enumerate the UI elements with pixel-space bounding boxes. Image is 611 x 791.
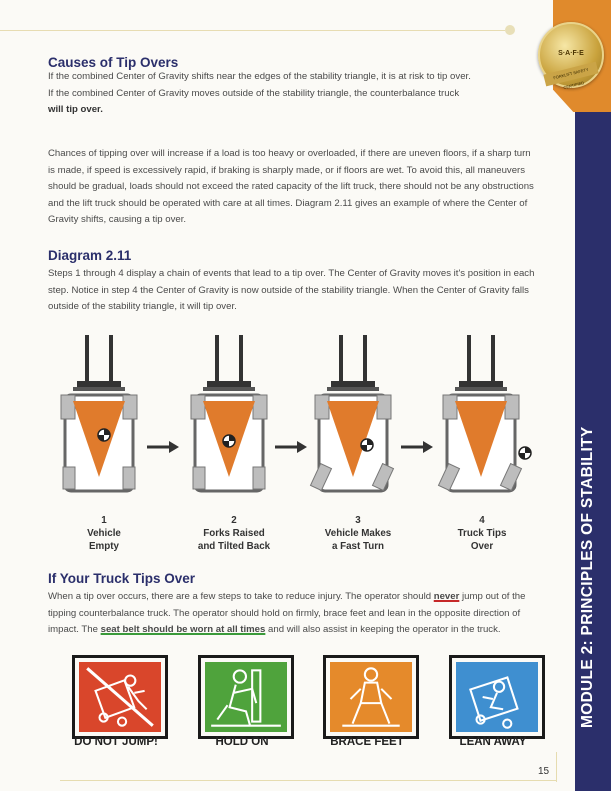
brace-feet-icon <box>330 662 412 732</box>
tips-over-paragraph: When a tip over occurs, there are a few steps to take to reduce injury. The operator should never jump out of the tipping counterbalance truck. The operator should hold on firmly, brace feet and lean in the opposite direction of impact. The seat belt should be worn at all times and will also assist in keeping the operator in the truck. <box>48 591 526 635</box>
diagram-paragraph: Steps 1 through 4 display a chain of events that lead to a tip over. The Center of Gravity moves it's position in each step. Notice in step 4 the Center of Gravity is now outside of the stability triangle. When the Center of Gravity falls outside of the stability triangle, it will tip over. <box>48 268 535 312</box>
arrow-1 <box>147 441 179 453</box>
sign-hold-on <box>198 655 294 739</box>
top-rule <box>0 30 505 31</box>
sign-label-hold-on: HOLD ON <box>215 736 269 748</box>
sign-label-brace-feet: BRACE FEET <box>330 736 404 748</box>
lean-away-icon <box>456 662 538 732</box>
module-sidebar <box>575 0 611 791</box>
bottom-rule <box>60 780 556 781</box>
page-number: 15 <box>538 766 550 777</box>
section-title-causes: Causes of Tip Overs <box>48 55 179 70</box>
seal-text: S·A·F·E <box>558 50 584 57</box>
sign-do-not-jump <box>72 655 168 739</box>
sign-lean-away <box>449 655 545 739</box>
step-label-4: 4 Truck Tips Over <box>457 515 507 552</box>
causes-line-3: will tip over. <box>48 104 103 115</box>
causes-line-2: If the combined Center of Gravity moves outside of the stability triangle, the counterbalance truck <box>48 87 460 99</box>
causes-paragraph-2: Chances of tipping over will increase if a load is too heavy or overloaded, if there are uneven floors, if a sharp turn is made, if speed is excessively rapid, if braking is sharply made, or if floors are wet. To avoid this, all maneuvers should be gradual, loads should not exceed the rated capacity of the lift truck, there should not be any obstructions and the lift truck should be operated with care at all times. Diagram 2.11 gives an example of where the Center of Gravity shifts, causing a tip over. <box>48 148 534 225</box>
truck-step-3 <box>310 335 393 491</box>
arrow-3 <box>401 441 433 453</box>
module-label: MODULE 2: PRINCIPLES OF STABILITY <box>579 426 596 728</box>
seal-ribbon: FORKLIFT SAFETY CERTIFIED <box>543 62 598 87</box>
step-label-3: 3 Vehicle Makes a Fast Turn <box>324 515 392 552</box>
section-title-tips-over: If Your Truck Tips Over <box>48 571 196 586</box>
arrow-2 <box>275 441 307 453</box>
sign-label-lean-away: LEAN AWAY <box>459 736 527 748</box>
will-tip-over-text: will tip over <box>48 104 101 115</box>
sign-label-do-not-jump: DO NOT JUMP! <box>74 736 158 748</box>
never-text: never <box>433 591 460 602</box>
truck-step-4 <box>438 335 531 491</box>
sign-brace-feet <box>323 655 419 739</box>
hold-on-icon <box>205 662 287 732</box>
seat-belt-text: seat belt should be worn at all times <box>100 624 266 635</box>
truck-step-2 <box>191 335 267 491</box>
truck-step-1 <box>61 335 137 491</box>
top-rule-dot <box>505 25 515 35</box>
causes-line-1: If the combined Center of Gravity shifts near the edges of the stability triangle, it is at risk to tip over. <box>48 71 471 82</box>
bottom-rule-vertical <box>556 752 557 782</box>
causes-intro <box>48 69 538 119</box>
step-label-1: 1 Vehicle Empty <box>87 515 121 552</box>
jump-prohibited-icon <box>79 662 161 732</box>
section-title-diagram: Diagram 2.11 <box>48 248 132 263</box>
step-label-2: 2 Forks Raised and Tilted Back <box>197 515 271 552</box>
